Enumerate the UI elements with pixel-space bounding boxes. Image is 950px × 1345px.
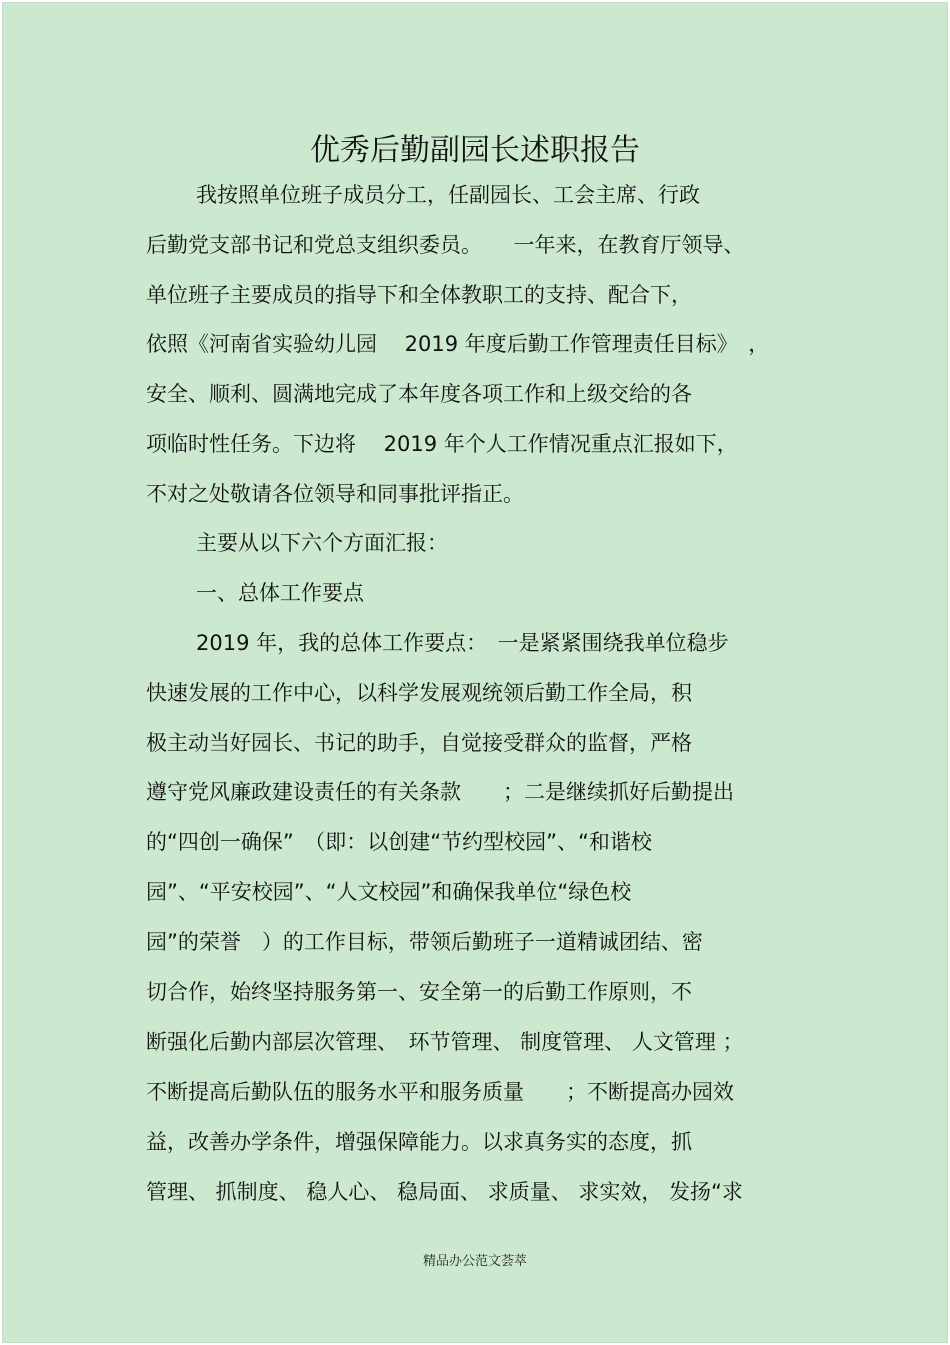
body-line: 益，改善办学条件，增强保障能力。以求真务实的态度，抓 <box>146 1130 692 1154</box>
body-line: 切合作，始终坚持服务第一、安全第一的后勤工作原则，不 <box>146 980 692 1004</box>
body-line: 单位班子主要成员的指导下和全体教职工的支持、配合下， <box>146 283 692 307</box>
body-line: 断强化后勤内部层次管理、 环节管理、 制度管理、 人文管理 ； <box>146 1030 744 1054</box>
body-line: 不对之处敬请各位领导和同事批评指正。 <box>146 482 524 506</box>
document-page <box>2 2 948 1343</box>
body-line: 项临时性任务。下边将 2019 年个人工作情况重点汇报如下， <box>146 432 738 456</box>
page-footer: 精品办公范文荟萃 <box>422 1254 527 1269</box>
body-line: 的“四创一确保” （即：以创建“节约型校园”、“和谐校 <box>146 830 652 854</box>
section-intro: 主要从以下六个方面汇报： <box>196 531 448 555</box>
body-line: 我按照单位班子成员分工，任副园长、工会主席、行政 <box>196 183 700 207</box>
body-line: 依照《河南省实验幼儿园 2019 年度后勤工作管理责任目标》 ， <box>146 332 770 356</box>
document-title: 优秀后勤副园长述职报告 <box>310 133 640 168</box>
body-line: 极主动当好园长、书记的助手，自觉接受群众的监督，严格 <box>146 731 692 755</box>
body-line: 管理、 抓制度、 稳人心、 稳局面、 求质量、 求实效， 发扬“求 <box>146 1180 743 1204</box>
body-line: 遵守党风廉政建设责任的有关条款 ；二是继续抓好后勤提出 <box>146 780 734 804</box>
body-line: 快速发展的工作中心，以科学发展观统领后勤工作全局，积 <box>146 681 692 705</box>
body-line: 园”、“平安校园”、“人文校园”和确保我单位“绿色校 <box>146 880 632 904</box>
body-line: 不断提高后勤队伍的服务水平和服务质量 ；不断提高办园效 <box>146 1080 734 1104</box>
body-line: 园”的荣誉 ）的工作目标，带领后勤班子一道精诚团结、密 <box>146 930 703 954</box>
body-line: 2019 年，我的总体工作要点： 一是紧紧围绕我单位稳步 <box>196 631 729 655</box>
body-line: 后勤党支部书记和党总支组织委员。 一年来，在教育厅领导、 <box>146 233 745 257</box>
section-heading: 一、总体工作要点 <box>196 581 364 605</box>
body-line: 安全、顺利、圆满地完成了本年度各项工作和上级交给的各 <box>146 382 692 406</box>
